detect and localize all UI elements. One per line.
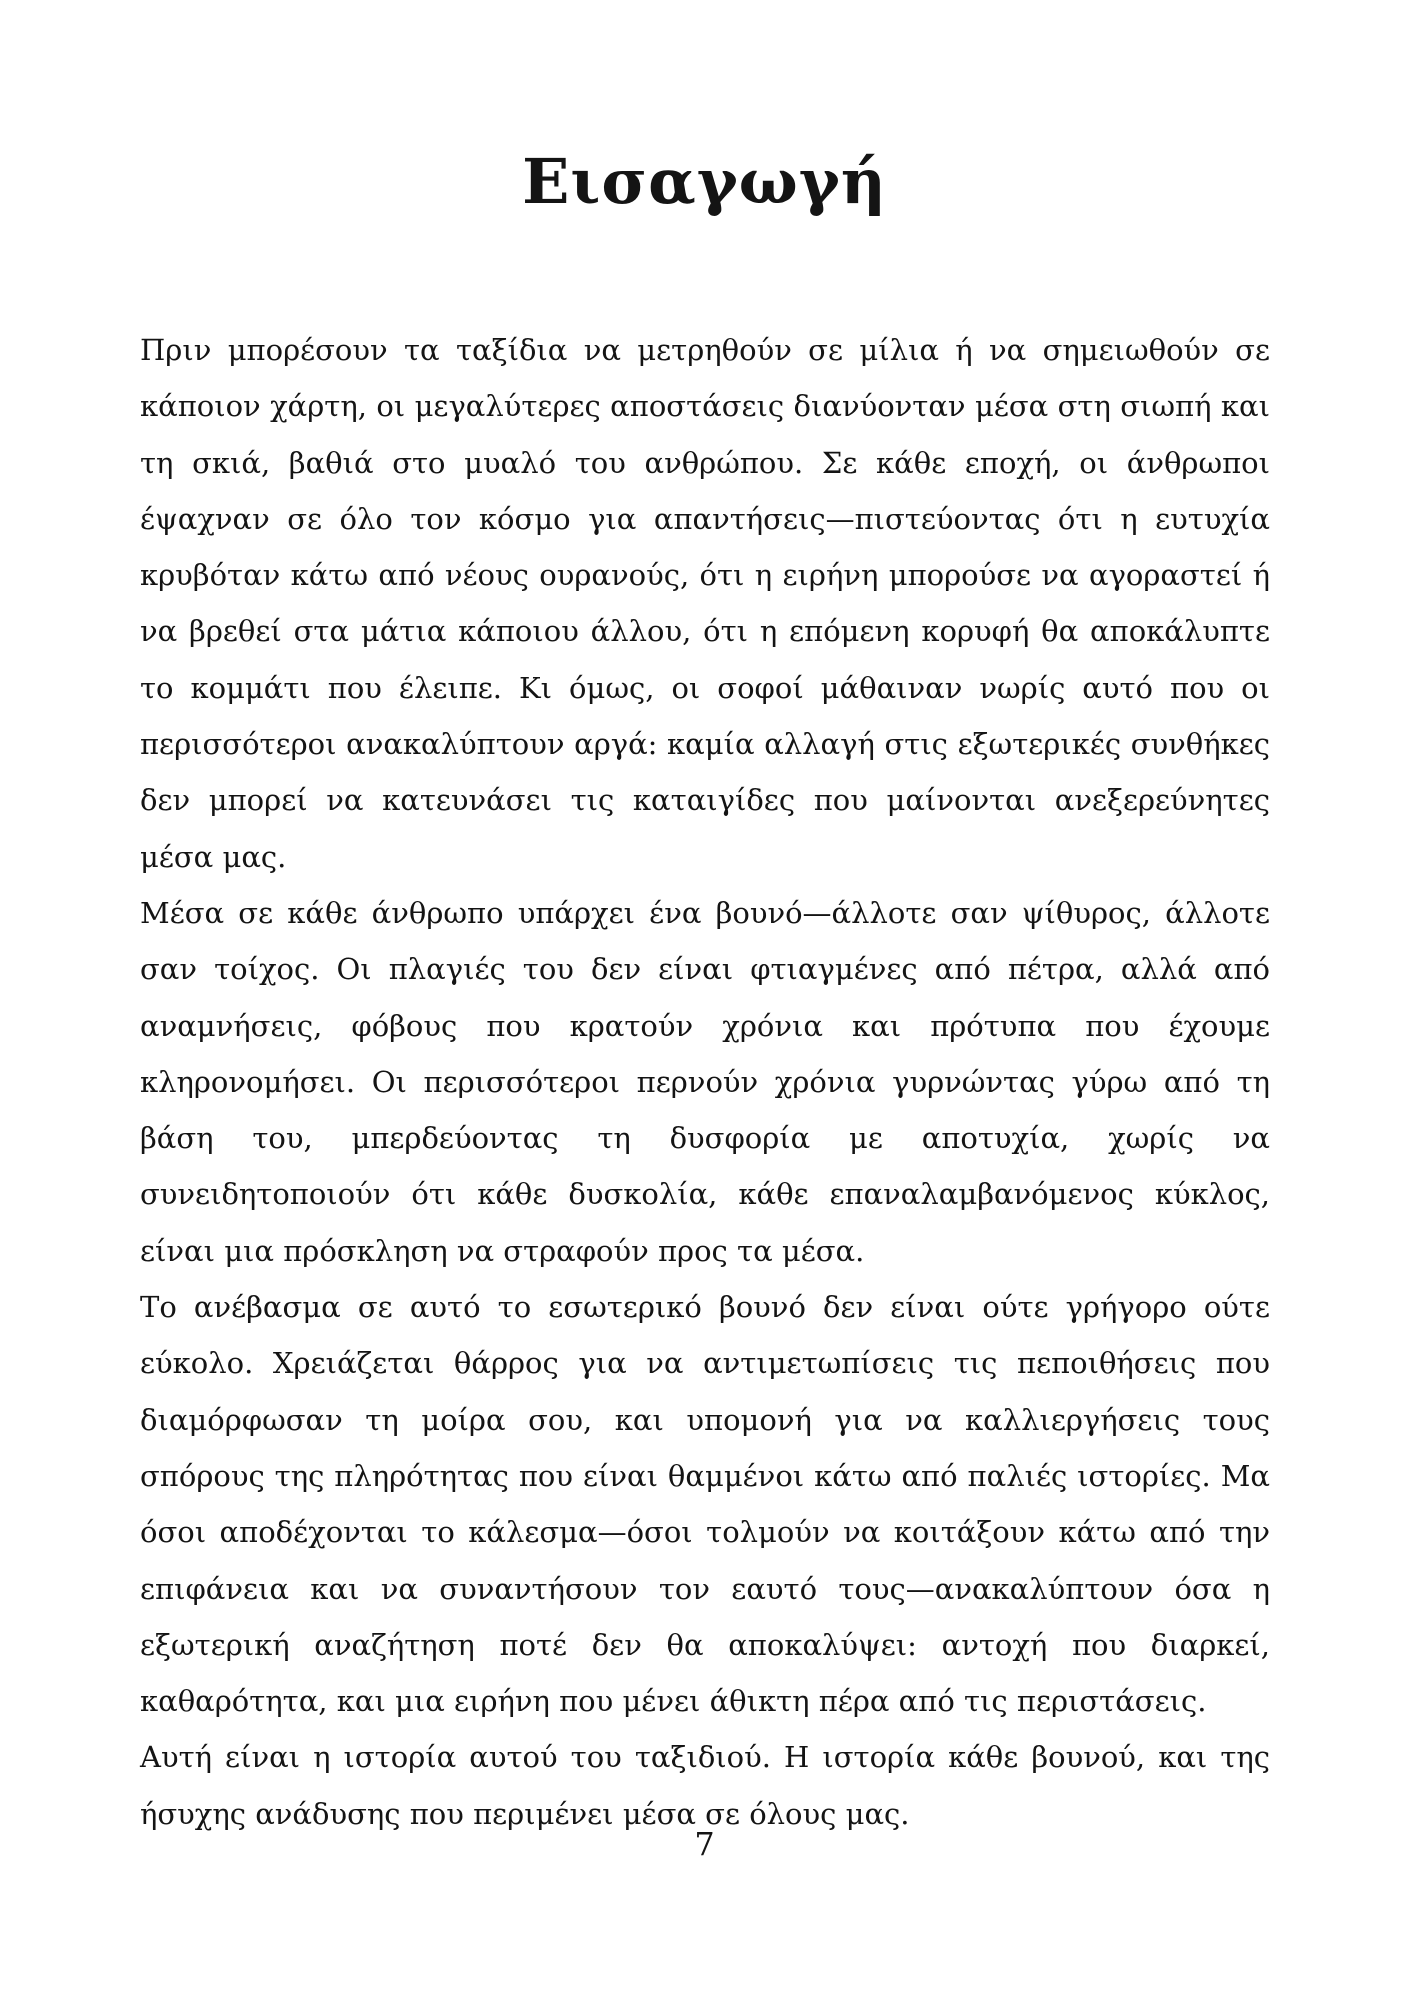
chapter-title: Εισαγωγή bbox=[522, 145, 887, 218]
paragraph-1: Πριν μπορέσουν τα ταξίδια να μετρηθούν σε μίλια ή να σημειωθούν σε κάποιον χάρτη, οι μεγαλύτερες αποστάσεις διανύονταν μέσα στη σιωπή και τη σκιά, βαθιά στο μυαλό του ανθρώπου. Σε κάθε εποχή, οι άνθρωποι έψαχναν σε όλο τον κόσμο για απαντήσεις—πιστεύοντας ότι η ευτυχία κρυβόταν κάτω από νέους ουρανούς, ότι η ειρήνη μπορούσε να αγοραστεί ή να βρεθεί στα μάτια κάποιου άλλου, ότι η επόμενη κορυφή θα αποκάλυπτε το κομμάτι που έλειπε. Κι όμως, οι σοφοί μάθαιναν νωρίς αυτό που οι περισσότεροι ανακαλύπτουν αργά: καμία αλλαγή στις εξωτερικές συνθήκες δεν μπορεί να κατευνάσει τις καταιγίδες που μαίνονται ανεξερεύνητες μέσα μας. bbox=[140, 333, 1270, 874]
page-number: 7 bbox=[694, 1825, 715, 1863]
body-text bbox=[140, 322, 1270, 1842]
paragraph-4: Αυτή είναι η ιστορία αυτού του ταξιδιού. Η ιστορία κάθε βουνού, και της ήσυχης ανάδυσης που περιμένει μέσα σε όλους μας. bbox=[140, 1740, 1270, 1831]
paragraph-3: Το ανέβασμα σε αυτό το εσωτερικό βουνό δεν είναι ούτε γρήγορο ούτε εύκολο. Χρειάζεται θάρρος για να αντιμετωπίσεις τις πεποιθήσεις που διαμόρφωσαν τη μοίρα σου, και υπομονή για να καλλιεργήσεις τους σπόρους της πληρότητας που είναι θαμμένοι κάτω από παλιές ιστορίες. Μα όσοι αποδέχονται το κάλεσμα—όσοι τολμούν να κοιτάξουν κάτω από την επιφάνεια και να συναντήσουν τον εαυτό τους—ανακαλύπτουν όσα η εξωτερική αναζήτηση ποτέ δεν θα αποκαλύψει: αντοχή που διαρκεί, καθαρότητα, και μια ειρήνη που μένει άθικτη πέρα από τις περιστάσεις. bbox=[140, 1290, 1270, 1719]
paragraph-2: Μέσα σε κάθε άνθρωπο υπάρχει ένα βουνό—άλλοτε σαν ψίθυρος, άλλοτε σαν τοίχος. Οι πλαγιές του δεν είναι φτιαγμένες από πέτρα, αλλά από αναμνήσεις, φόβους που κρατούν χρόνια και πρότυπα που έχουμε κληρονομήσει. Οι περισσότεροι περνούν χρόνια γυρνώντας γύρω από τη βάση του, μπερδεύοντας τη δυσφορία με αποτυχία, χωρίς να συνειδητοποιούν ότι κάθε δυσκολία, κάθε επαναλαμβανόμενος κύκλος, είναι μια πρόσκληση να στραφούν προς τα μέσα. bbox=[140, 895, 1270, 1268]
